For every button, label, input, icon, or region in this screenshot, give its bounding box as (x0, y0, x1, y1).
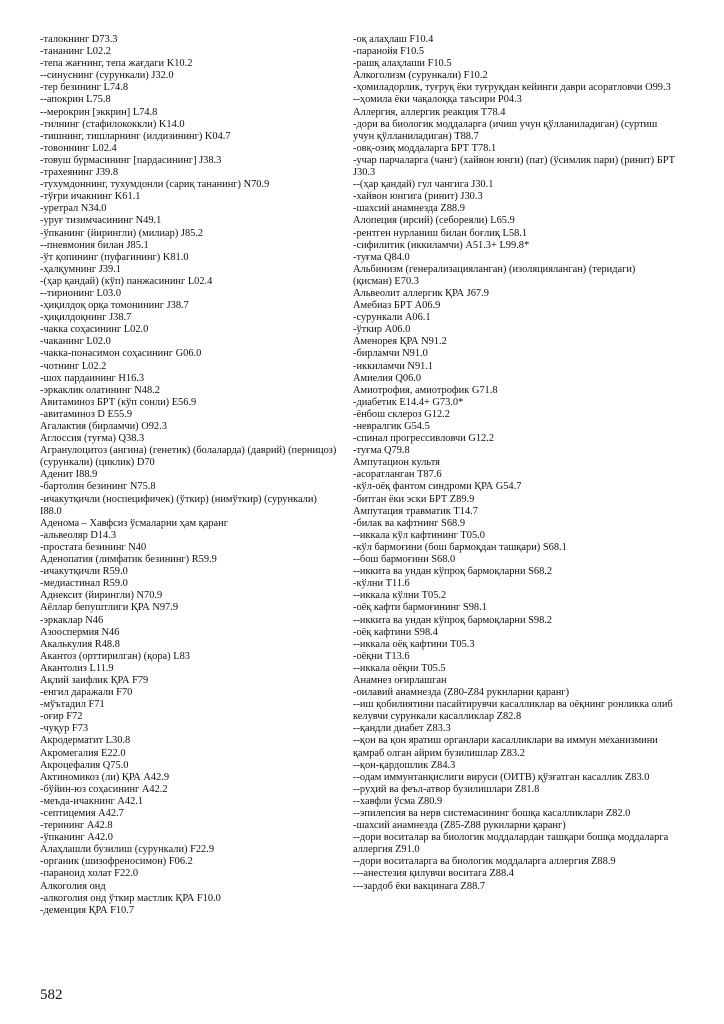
index-entry: -уруғ тизимчасининг N49.1 (40, 215, 162, 227)
index-entry: -медиастинал R59.0 (40, 578, 128, 590)
index-entry: -чуқур F73 (40, 723, 89, 735)
index-entry: Ақлий заифлик ҚРА F79 (40, 674, 149, 686)
index-entry: --иш қобилиятини пасайтирувчи касалликлар ва оёқнинг ронликка олиб келувчи сурункали касалликлар Z82.8 (353, 699, 673, 723)
right-column (353, 34, 675, 893)
index-entry: Анамнез оғирлашган (353, 674, 447, 686)
index-entry: -альвеоляр D14.3 (40, 529, 117, 541)
index-entry: -тилнинг (стафилококкли) K14.0 (40, 118, 185, 130)
index-entry: Аднексит (йирингли) N70.9 (40, 590, 163, 602)
index-entry: -ўткир A06.0 (353, 324, 411, 336)
index-entry: -эркаклик олатининг N48.2 (40, 384, 160, 396)
index-entry: -эркаклар N46 (40, 614, 104, 626)
index-entry: Аменорея ҚРА N91.2 (353, 336, 447, 348)
index-entry: -терининг A42.8 (40, 820, 113, 832)
index-entry: --руҳий ва феъл-атвор бузилишлари Z81.8 (353, 783, 540, 795)
index-entry: -ўпканинг A42.0 (40, 832, 113, 844)
index-entry: --(ҳар қандай) гул чангига J30.1 (353, 179, 494, 191)
index-entry: -трахеянинг J39.8 (40, 167, 119, 179)
index-entry: -битган ёки эски БРТ Z89.9 (353, 493, 475, 505)
index-entry: Аденит I88.9 (40, 469, 98, 481)
index-entry: -тишнинг, тишларнинг (илдизининг) K04.7 (40, 130, 231, 142)
index-entry: -бўйин-юз соҳасининг A42.2 (40, 783, 168, 795)
index-entry: Альвеолит аллергик ҚРА J67.9 (353, 287, 489, 299)
index-entry: Агранулоцитоз (ангина) (генетик) (болаларда) (даврий) (перницоз) (сурункали) (циклик) D70 (40, 445, 337, 469)
index-entry: -тўғри ичакнинг K61.1 (40, 191, 141, 203)
index-entry: Алкоголия онд (40, 880, 106, 892)
index-entry: -ичакутқичли (носпецифичек) (ўткир) (нимўткир) (сурункали) I88.0 (40, 493, 317, 517)
index-entry: -меъда-ичакнинг A42.1 (40, 795, 144, 807)
index-entry: --дори воситалар ва биологик моддалардан ташқари бошқа моддаларга аллергия Z91.0 (353, 832, 669, 856)
index-entry: -ичакутқичли R59.0 (40, 566, 128, 578)
index-entry: -енгил даражали F70 (40, 687, 133, 699)
index-entry: Аёллар бепуштлиги ҚРА N97.9 (40, 602, 179, 614)
index-entry: -рентген нурланиш билан боғлиқ L58.1 (353, 227, 528, 239)
index-entry: --бош бармоғини S68.0 (353, 554, 456, 566)
index-entry: Авитаминоз БРТ (кўп сонли) E56.9 (40, 396, 197, 408)
index-entry: -тепа жағнинг, тепа жағдаги K10.2 (40, 58, 193, 70)
index-entry: --эпилепсия ва нерв системасининг бошқа касалликлари Z82.0 (353, 808, 631, 819)
index-entry: --қон ва қон яратиш органлари касалликлари ва иммун механизмини қамраб олган айрим бузилишлар Z83.2 (353, 735, 658, 759)
index-entry: -рашқ алаҳлаши F10.5 (353, 58, 452, 70)
index-entry: -товуш бурмасининг [пардасининг] J38.3 (40, 154, 222, 166)
index-entry: -чотнинг L02.2 (40, 360, 107, 372)
index-entry: -шахсий анамнезда (Z85-Z88 рукнларни қаранг) (353, 820, 566, 832)
index-entry: Акромегалия E22.0 (40, 747, 126, 759)
index-entry: -параноид холат F22.0 (40, 868, 139, 880)
index-entry: -ёнбош склероз G12.2 (353, 408, 450, 420)
index-entry: -бартолин безининг N75.8 (40, 481, 156, 493)
index-entry: Амиотрофия, амиотрофик G71.8 (353, 384, 498, 396)
index-entry: -(ҳар қандай) (кўп) панжасининг L02.4 (40, 275, 213, 287)
index-entry: Ампутация травматик T14.7 (353, 505, 478, 517)
index-entry: --иккала оёқни T05.5 (353, 662, 446, 674)
index-entry: -паранойя F10.5 (353, 46, 425, 58)
index-entry: Аденопатия (лимфатик безининг) R59.9 (40, 554, 217, 566)
index-entry: Актиномикоз (ли) ҚРА A42.9 (40, 771, 170, 783)
index-entry: Ампутацион культя (353, 457, 440, 469)
index-entry: -туғма Q79.8 (353, 445, 410, 457)
index-entry: Агалактия (бирламчи) O92.3 (40, 421, 167, 432)
page-number: 582 (40, 987, 63, 1003)
index-entry: Акалькулия R48.8 (40, 638, 120, 650)
index-entry: -чакка-понасимон соҳасининг G06.0 (40, 348, 202, 360)
index-entry: --апокрин L75.8 (40, 94, 111, 106)
index-entry: -тер безининг L74.8 (40, 82, 129, 94)
index-entry: --иккала кўл кафтининг T05.0 (353, 529, 485, 541)
index-entry: -иккиламчи N91.1 (353, 360, 434, 372)
index-entry: -уретрал N34.0 (40, 203, 107, 215)
index-entry: -ўпканинг (йирингли) (милиар) J85.2 (40, 227, 204, 239)
index-entry: ---зардоб ёки вакцинага Z88.7 (353, 880, 486, 892)
index-entry: Альбинизм (генерализацияланган) (изоляцияланган) (теридаги) (қисман) E70.3 (353, 263, 636, 287)
index-entry: -кўл-оёқ фантом синдроми ҚРА G54.7 (353, 481, 522, 493)
index-entry: Алкоголизм (сурункали) F10.2 (353, 70, 488, 82)
index-entry: -кўл бармоғини (бош бармоқдан ташқари) S68.1 (353, 541, 567, 553)
index-entry: --тирнонинг L03.0 (40, 287, 122, 299)
index-entry: -септицемия A42.7 (40, 808, 124, 819)
index-entry: -билак ва кафтнинг S68.9 (353, 517, 466, 529)
index-entry: --иккала оёқ кафтини T05.3 (353, 638, 475, 650)
index-entry: -органик (шизофреносимон) F06.2 (40, 856, 193, 868)
index-entry: -хайвон юнгига (ринит) J30.3 (353, 191, 483, 203)
index-entry: Алаҳлашли бузилиш (сурункали) F22.9 (40, 844, 215, 856)
index-entry: --ҳомила ёки чақалоққа таъсири P04.3 (353, 94, 522, 106)
index-entry: -оқ алаҳлаш F10.4 (353, 34, 434, 45)
index-entry: --одам иммунтанқислиги вируси (ОИТВ) қўзғатган касаллик Z83.0 (353, 771, 650, 783)
index-entry: -бирламчи N91.0 (353, 348, 428, 360)
index-entry: ---анестезия қилувчи воситага Z88.4 (353, 868, 514, 880)
index-entry: -ҳиқилдоқнинг J38.7 (40, 312, 132, 324)
index-entry: -оилавий анамнезда (Z80-Z84 рукнларни қаранг) (353, 687, 570, 699)
index-entry: --иккала кўлни T05.2 (353, 590, 447, 602)
index-entry: --мерокрин [эккрин] L74.8 (40, 106, 158, 118)
index-entry: --синуснинг (сурункали) J32.0 (40, 70, 174, 82)
index-entry: -кўлни T11.6 (353, 578, 410, 590)
index-entry: --қандли диабет Z83.3 (353, 723, 451, 735)
index-entry: --иккита ва ундан кўпроқ бармоқларни S98.2 (353, 614, 553, 626)
index-entry: -спинал прогрессивловчи G12.2 (353, 433, 495, 445)
index-entry: -асоратланган T87.6 (353, 469, 442, 481)
index-entry: -ўт қопининг (пуфагининг) K81.0 (40, 251, 189, 263)
index-entry: --хавфли ўсма Z80.9 (353, 795, 443, 807)
index-entry: Азооспермия N46 (40, 626, 120, 638)
index-entry: -оёқ кафти бармоғининг S98.1 (353, 602, 487, 614)
index-entry: -ҳалқумнинг J39.1 (40, 263, 121, 275)
index-entry: --иккита ва ундан кўпроқ бармоқларни S68.2 (353, 566, 553, 578)
index-entry: -деменция ҚРА F10.7 (40, 904, 135, 916)
index-entry: --қон-қардошлик Z84.3 (353, 759, 456, 771)
index-entry: -оёқ кафтини S98.4 (353, 626, 438, 638)
index-entry: -оғир F72 (40, 711, 83, 723)
index-entry: -сифилитик (иккиламчи) A51.3+ L99.8* (353, 239, 530, 251)
index-entry: -алкоголия онд ўткир мастлик ҚРА F10.0 (40, 892, 221, 904)
index-entry: -авитаминоз D E55.9 (40, 408, 133, 420)
index-entry: -оёқни T13.6 (353, 650, 410, 662)
index-entry: -шахсий анамнезда Z88.9 (353, 203, 465, 215)
index-entry: -диабетик E14.4+ G73.0* (353, 396, 464, 408)
index-entry: -овқ-озиқ моддаларга БРТ T78.1 (353, 142, 497, 154)
index-entry: --пневмония билан J85.1 (40, 239, 149, 251)
index-entry: --дори воситаларга ва биологик моддаларга аллергия Z88.9 (353, 856, 616, 868)
index-entry: -ҳиқилдоқ орқа томонининг J38.7 (40, 300, 189, 312)
index-entry: Акантоз (орттирилган) (қора) L83 (40, 650, 190, 662)
index-entry: Аденома – Хавфсиз ўсмаларни ҳам қаранг (40, 517, 228, 529)
index-entry: Акроцефалия Q75.0 (40, 759, 129, 771)
index-entry: -тухумдоннинг, тухумдонли (сариқ тананинг) N70.9 (40, 179, 270, 191)
index-entry: -талокнинг D73.3 (40, 34, 118, 45)
index-entry: -шох пардаининг H16.3 (40, 372, 145, 384)
index-entry: -дори ва биологик моддаларга (ичиш учун қўлланиладиган) (суртиш учун қўлланиладиган) T88.7 (353, 118, 658, 142)
index-entry: Акродерматит L30.8 (40, 735, 131, 747)
index-entry: -тананинг L02.2 (40, 46, 111, 58)
index-entry: Амебиаз БРТ A06.9 (353, 300, 441, 312)
index-entry: -чакка соҳасининг L02.0 (40, 324, 149, 336)
index-entry: -ҳомиладорлик, туғруқ ёки туғруқдан кейинги даври асоратловчи O99.3 (353, 82, 671, 94)
index-entry: Аллергия, аллергик реакция T78.4 (353, 106, 506, 118)
index-entry: -мўътадил F71 (40, 699, 105, 711)
index-entry: -туғма Q84.0 (353, 251, 410, 263)
index-entry: -невралгик G54.5 (353, 421, 430, 432)
index-entry: Алопеция (ирсий) (себореяли) L65.9 (353, 215, 515, 227)
index-entry: Акантолиз L11.9 (40, 662, 114, 674)
index-entry: -сурункали A06.1 (353, 312, 431, 324)
left-column (40, 34, 340, 917)
index-entry: -товоннинг L02.4 (40, 142, 117, 154)
index-entry: Амиелия Q06.0 (353, 372, 422, 384)
index-entry: -учар парчаларга (чанг) (хайвон юнги) (пат) (ўсимлик пари) (ринит) БРТ J30.3 (353, 154, 675, 179)
index-entry: -чаканинг L02.0 (40, 336, 111, 348)
index-entry: Аглоссия (туғма) Q38.3 (40, 433, 145, 445)
index-entry: -простата безининг N40 (40, 541, 147, 553)
